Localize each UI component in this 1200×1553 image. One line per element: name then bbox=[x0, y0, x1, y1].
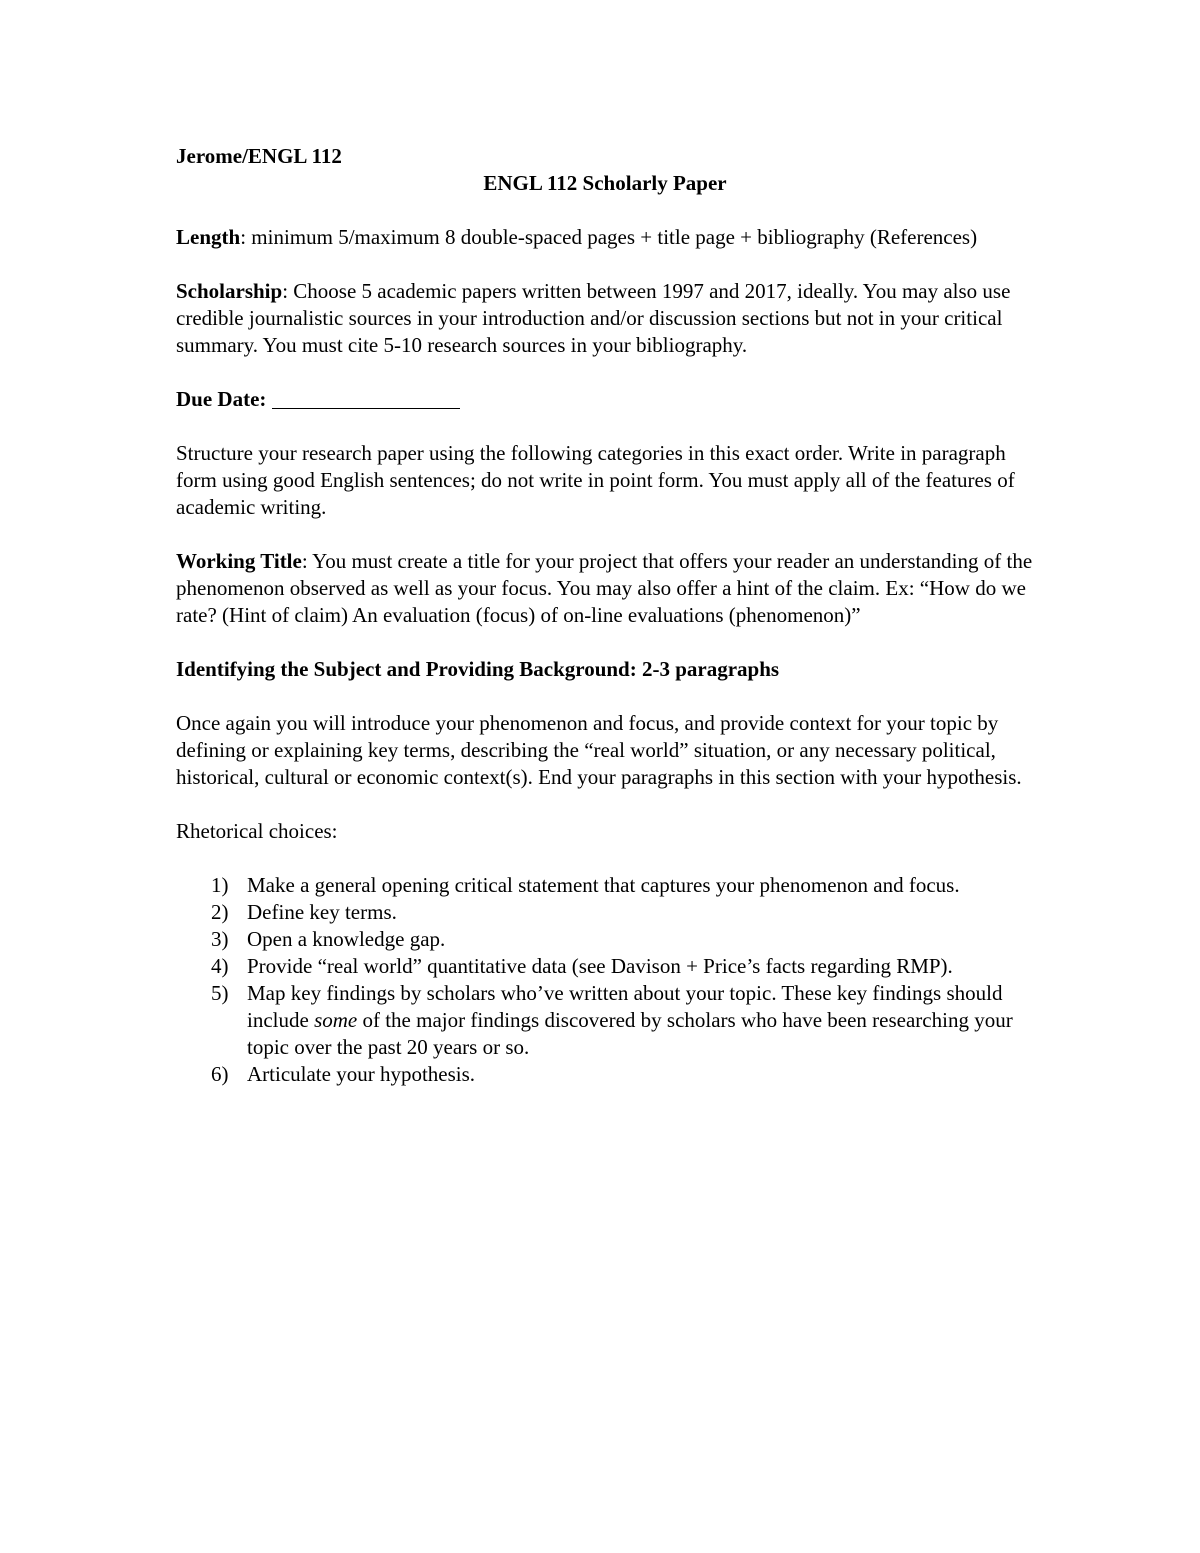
spacer bbox=[176, 197, 1036, 224]
scholarship-paragraph bbox=[176, 278, 1036, 359]
list-item-number: 4) bbox=[211, 954, 229, 978]
list-item-number: 5) bbox=[211, 981, 229, 1005]
list-item-number: 6) bbox=[211, 1062, 229, 1086]
spacer bbox=[176, 791, 1036, 818]
spacer bbox=[176, 845, 1036, 872]
due-date-label: Due Date: bbox=[176, 387, 267, 411]
list-item-text-before: Map key findings by scholars who’ve written about your topic. These key findings should include bbox=[247, 981, 1003, 1032]
intro-paragraph: Once again you will introduce your phenomenon and focus, and provide context for your topic by defining or explaining key terms, describing the “real world” situation, or any necessary political, historical, cultural or economic context(s). End your paragraphs in this section with your hypothesis. bbox=[176, 711, 1022, 789]
list-item-number: 1) bbox=[211, 873, 229, 897]
list-item-number: 2) bbox=[211, 900, 229, 924]
spacer bbox=[176, 521, 1036, 548]
rhetorical-choices-list bbox=[176, 872, 1036, 1088]
list-item bbox=[176, 1061, 1036, 1088]
length-text: : minimum 5/maximum 8 double-spaced pages + title page + bibliography (References) bbox=[240, 225, 978, 249]
document-title: ENGL 112 Scholarly Paper bbox=[483, 171, 727, 195]
course-line: Jerome/ENGL 112 bbox=[176, 144, 342, 168]
due-date-paragraph bbox=[176, 386, 1036, 413]
list-item bbox=[176, 980, 1036, 1061]
spacer bbox=[176, 251, 1036, 278]
working-title-text: : You must create a title for your project that offers your reader an understanding of the phenomenon observed as well as your focus. You may also offer a hint of the claim. Ex: “How do we rate? (Hint of claim) An evaluation (focus) of on-line evaluations (phenomenon)” bbox=[176, 549, 1033, 627]
section-heading: Identifying the Subject and Providing Background: 2-3 paragraphs bbox=[176, 657, 780, 681]
list-item-text: Open a knowledge gap. bbox=[247, 927, 446, 951]
list-item bbox=[176, 899, 1036, 926]
length-paragraph bbox=[176, 224, 1036, 251]
list-item bbox=[176, 926, 1036, 953]
spacer bbox=[176, 413, 1036, 440]
rhetorical-choices-label: Rhetorical choices: bbox=[176, 819, 338, 843]
list-item-text: Provide “real world” quantitative data (see Davison + Price’s facts regarding RMP). bbox=[247, 954, 953, 978]
structure-paragraph: Structure your research paper using the following categories in this exact order. Write in paragraph form using good English sentences; do not write in point form. You must apply all of the features of academic writing. bbox=[176, 441, 1015, 519]
list-item-text: Define key terms. bbox=[247, 900, 397, 924]
document-body bbox=[176, 143, 1036, 1088]
scholarship-text: : Choose 5 academic papers written between 1997 and 2017, ideally. You may also use credible journalistic sources in your introduction and/or discussion sections but not in your critical summary. You must cite 5-10 research sources in your bibliography. bbox=[176, 279, 1011, 357]
spacer bbox=[176, 359, 1036, 386]
list-item bbox=[176, 872, 1036, 899]
list-item-number: 3) bbox=[211, 927, 229, 951]
list-item-text: Make a general opening critical statement that captures your phenomenon and focus. bbox=[247, 873, 960, 897]
list-item bbox=[176, 953, 1036, 980]
spacer bbox=[176, 629, 1036, 656]
spacer bbox=[176, 683, 1036, 710]
length-label: Length bbox=[176, 225, 241, 249]
list-item-text: Articulate your hypothesis. bbox=[247, 1062, 476, 1086]
working-title-label: Working Title bbox=[176, 549, 302, 573]
list-item-text-after: of the major findings discovered by scholars who have been researching your topic over the past 20 years or so. bbox=[247, 1008, 1013, 1059]
scholarship-label: Scholarship bbox=[176, 279, 283, 303]
working-title-paragraph bbox=[176, 548, 1036, 629]
list-item-emphasis: some bbox=[314, 1008, 358, 1032]
due-date-blank bbox=[272, 388, 460, 409]
